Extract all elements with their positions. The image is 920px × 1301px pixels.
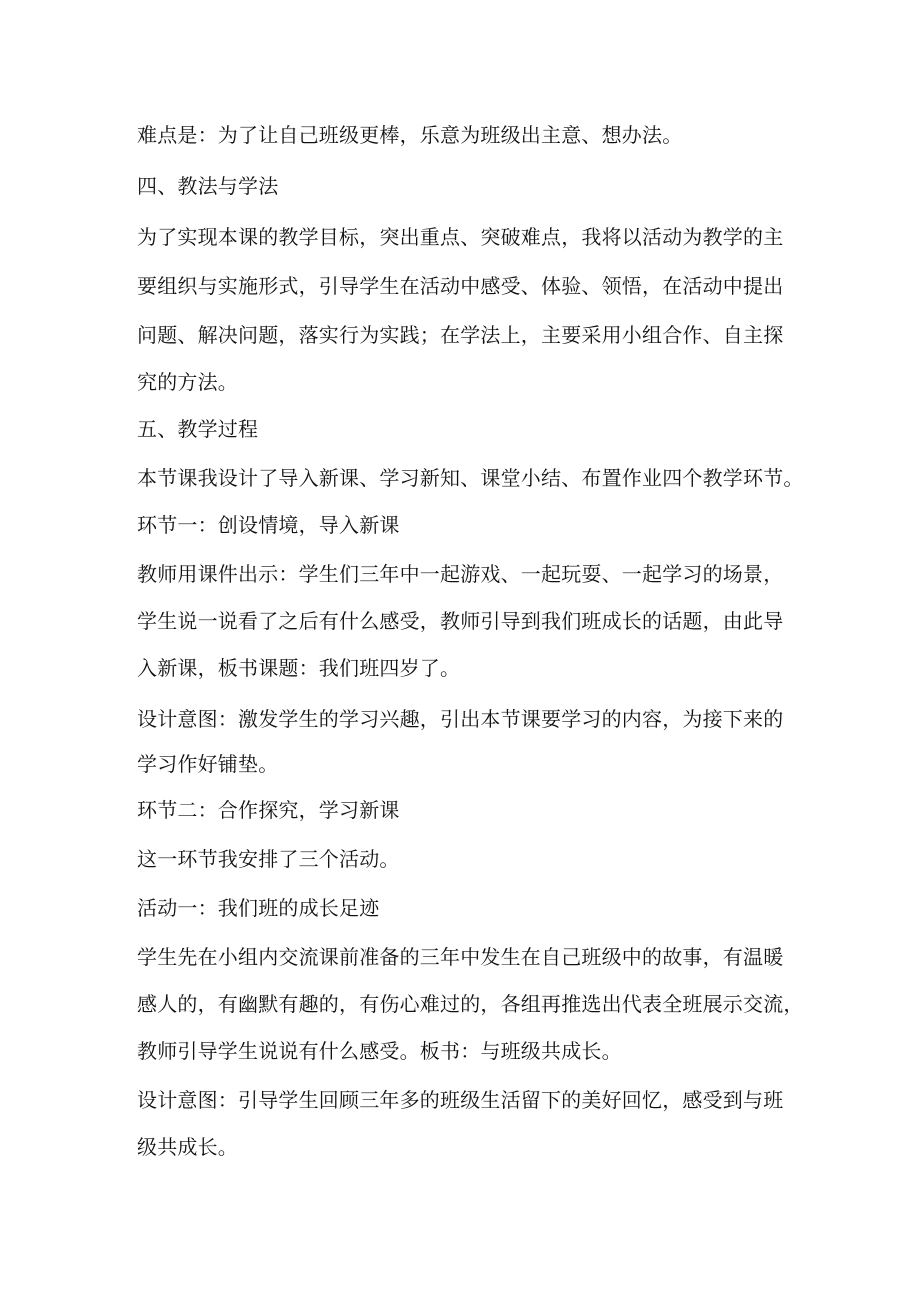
design-intent-paragraph-line: 设计意图：引导学生回顾三年多的班级生活留下的美好回忆，感受到与班 — [137, 1088, 784, 1112]
step-one-paragraph-line: 学生说一说看了之后有什么感受，教师引导到我们班成长的话题，由此导 — [137, 609, 784, 633]
activity-one-paragraph-line: 教师引导学生说说有什么感受。板书：与班级共成长。 — [137, 1039, 622, 1063]
activity-one-paragraph-line: 学生先在小组内交流课前准备的三年中发生在自己班级中的故事，有温暖 — [137, 945, 784, 969]
step-one-heading: 环节一：创设情境，导入新课 — [137, 513, 400, 537]
section-heading-process: 五、教学过程 — [137, 417, 259, 441]
section-heading-methods: 四、教法与学法 — [137, 174, 279, 198]
process-overview-paragraph: 本节课我设计了导入新课、学习新知、课堂小结、布置作业四个教学环节。 — [137, 466, 804, 490]
activity-one-paragraph-line: 感人的，有幽默有趣的，有伤心难过的，各组再推选出代表全班展示交流， — [137, 992, 804, 1016]
methods-paragraph-line: 为了实现本课的教学目标，突出重点、突破难点，我将以活动为教学的主 — [137, 225, 784, 249]
activities-intro-paragraph: 这一环节我安排了三个活动。 — [137, 847, 400, 871]
difficulty-paragraph: 难点是：为了让自己班级更棒，乐意为班级出主意、想办法。 — [137, 123, 683, 147]
design-intent-paragraph-line: 设计意图：激发学生的学习兴趣，引出本节课要学习的内容，为接下来的 — [137, 707, 784, 731]
methods-paragraph-line: 问题、解决问题，落实行为实践；在学法上，主要采用小组合作、自主探 — [137, 323, 784, 347]
step-one-paragraph-line: 教师用课件出示：学生们三年中一起游戏、一起玩耍、一起学习的场景， — [137, 562, 784, 586]
design-intent-paragraph-line: 级共成长。 — [137, 1135, 238, 1159]
step-one-paragraph-line: 入新课，板书课题：我们班四岁了。 — [137, 656, 461, 680]
methods-paragraph-line: 要组织与实施形式，引导学生在活动中感受、体验、领悟，在活动中提出 — [137, 274, 784, 298]
methods-paragraph-line: 究的方法。 — [137, 370, 238, 394]
step-two-heading: 环节二：合作探究，学习新课 — [137, 798, 400, 822]
activity-one-heading: 活动一：我们班的成长足迹 — [137, 896, 380, 920]
design-intent-paragraph-line: 学习作好铺垫。 — [137, 752, 279, 776]
